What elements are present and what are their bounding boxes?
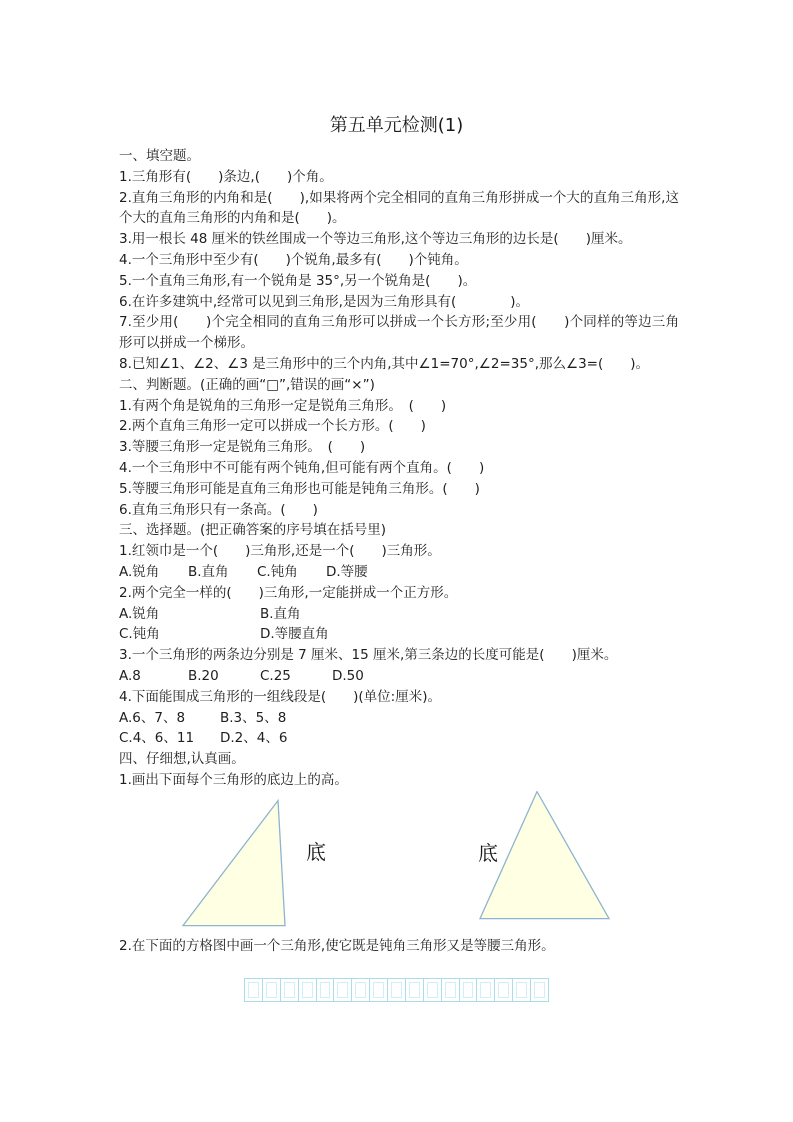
fill-in-question: 5.一个直角三角形,有一个锐角是 35°,另一个锐角是( )。 [119, 272, 477, 289]
drawing-task: 1.画出下面每个三角形的底边上的高。 [119, 771, 348, 788]
choice-option: C.钝角 [119, 626, 160, 643]
grid-cell [299, 979, 317, 1001]
right-triangle-base-label: 底 [478, 840, 498, 865]
choice-question: 4.下面能围成三角形的一组线段是( )(单位:厘米)。 [119, 688, 441, 705]
choice-option: C.25 [260, 667, 291, 684]
grid-cell [442, 979, 460, 1001]
choice-option: D.50 [332, 667, 364, 684]
choice-option: B.直角 [260, 605, 301, 622]
fill-in-question: 2.直角三角形的内角和是( ),如果将两个完全相同的直角三角形拼成一个大的直角三角形,这个大的直角三角形的内角和是( )。 [119, 189, 679, 227]
true-false-question: 5.等腰三角形可能是直角三角形也可能是钝角三角形。( ) [119, 480, 480, 497]
grid-cell [263, 979, 281, 1001]
choice-option: A.8 [119, 667, 141, 684]
true-false-question: 2.两个直角三角形一定可以拼成一个长方形。( ) [119, 418, 426, 435]
choice-option: B.20 [188, 667, 219, 684]
choice-question: 1.红领巾是一个( )三角形,还是一个( )三角形。 [119, 543, 441, 560]
fill-in-question: 1.三角形有( )条边,( )个角。 [119, 168, 333, 185]
fill-in-question: 4.一个三角形中至少有( )个锐角,最多有( )个钝角。 [119, 251, 468, 268]
grid-cell [245, 979, 263, 1001]
true-false-question: 6.直角三角形只有一条高。( ) [119, 501, 318, 518]
triangle-figures [119, 791, 679, 936]
fill-in-question: 8.已知∠1、∠2、∠3 是三角形中的三个内角,其中∠1=70°,∠2=35°,那么∠3=( )。 [119, 355, 650, 372]
choice-option: A.6、7、8 [119, 709, 186, 726]
square-grid [244, 978, 549, 1002]
choice-option: C.钝角 [257, 563, 298, 580]
page-title: 第五单元检测(1) [329, 115, 464, 136]
fill-in-question: 7.至少用( )个完全相同的直角三角形可以拼成一个长方形;至少用( )个同样的等边三角形可以拼成一个梯形。 [119, 314, 679, 352]
choice-options-row [119, 604, 679, 625]
choice-option: C.4、6、11 [119, 730, 195, 747]
true-false-question: 1.有两个角是锐角的三角形一定是锐角三角形。 ( ) [119, 397, 447, 414]
worksheet-content [119, 146, 679, 1002]
choice-option: A.锐角 [119, 605, 160, 622]
choice-options-row [119, 666, 679, 687]
left-triangle [183, 800, 285, 925]
choice-option: D.2、4、6 [220, 730, 288, 747]
grid-cell [513, 979, 531, 1001]
choice-option: B.3、5、8 [220, 709, 287, 726]
choice-option: D.等腰直角 [260, 626, 329, 643]
section-heading-choice: 三、选择题。(把正确答案的序号填在括号里) [119, 522, 387, 539]
grid-cell [352, 979, 370, 1001]
drawing-task: 2.在下面的方格图中画一个三角形,使它既是钝角三角形又是等腰三角形。 [119, 937, 555, 954]
choice-options-row [119, 562, 679, 583]
choice-options-row [119, 624, 679, 645]
grid-cell [388, 979, 406, 1001]
grid-cell [495, 979, 513, 1001]
choice-option: D.等腰 [326, 563, 368, 580]
grid-cell [334, 979, 352, 1001]
fill-in-question: 3.用一根长 48 厘米的铁丝围成一个等边三角形,这个等边三角形的边长是( )厘米。 [119, 231, 632, 248]
choice-option: B.直角 [188, 563, 229, 580]
left-triangle-base-label: 底 [306, 839, 326, 864]
grid-cell [406, 979, 424, 1001]
choice-option: A.锐角 [119, 563, 160, 580]
choice-options-row [119, 728, 679, 749]
choice-options-row [119, 708, 679, 729]
section-heading-true-false: 二、判断题。(正确的画“□”,错误的画“×”) [119, 376, 375, 393]
grid-cell [424, 979, 442, 1001]
triangles-svg [119, 791, 679, 936]
grid-cell [460, 979, 478, 1001]
section-heading-drawing: 四、仔细想,认真画。 [119, 751, 245, 768]
right-triangle [480, 791, 609, 918]
choice-question: 2.两个完全一样的( )三角形,一定能拼成一个正方形。 [119, 584, 458, 601]
grid-cell [370, 979, 388, 1001]
true-false-question: 3.等腰三角形一定是锐角三角形。 ( ) [119, 439, 366, 456]
grid-cell [531, 979, 548, 1001]
true-false-question: 4.一个三角形中不可能有两个钝角,但可能有两个直角。( ) [119, 459, 485, 476]
grid-cell [317, 979, 335, 1001]
choice-question: 3.一个三角形的两条边分别是 7 厘米、15 厘米,第三条边的长度可能是( )厘米。 [119, 647, 618, 664]
fill-in-question: 6.在许多建筑中,经常可以见到三角形,是因为三角形具有( )。 [119, 293, 529, 310]
section-heading-fill-in: 一、填空题。 [119, 148, 200, 164]
grid-cell [477, 979, 495, 1001]
grid-cell [281, 979, 299, 1001]
